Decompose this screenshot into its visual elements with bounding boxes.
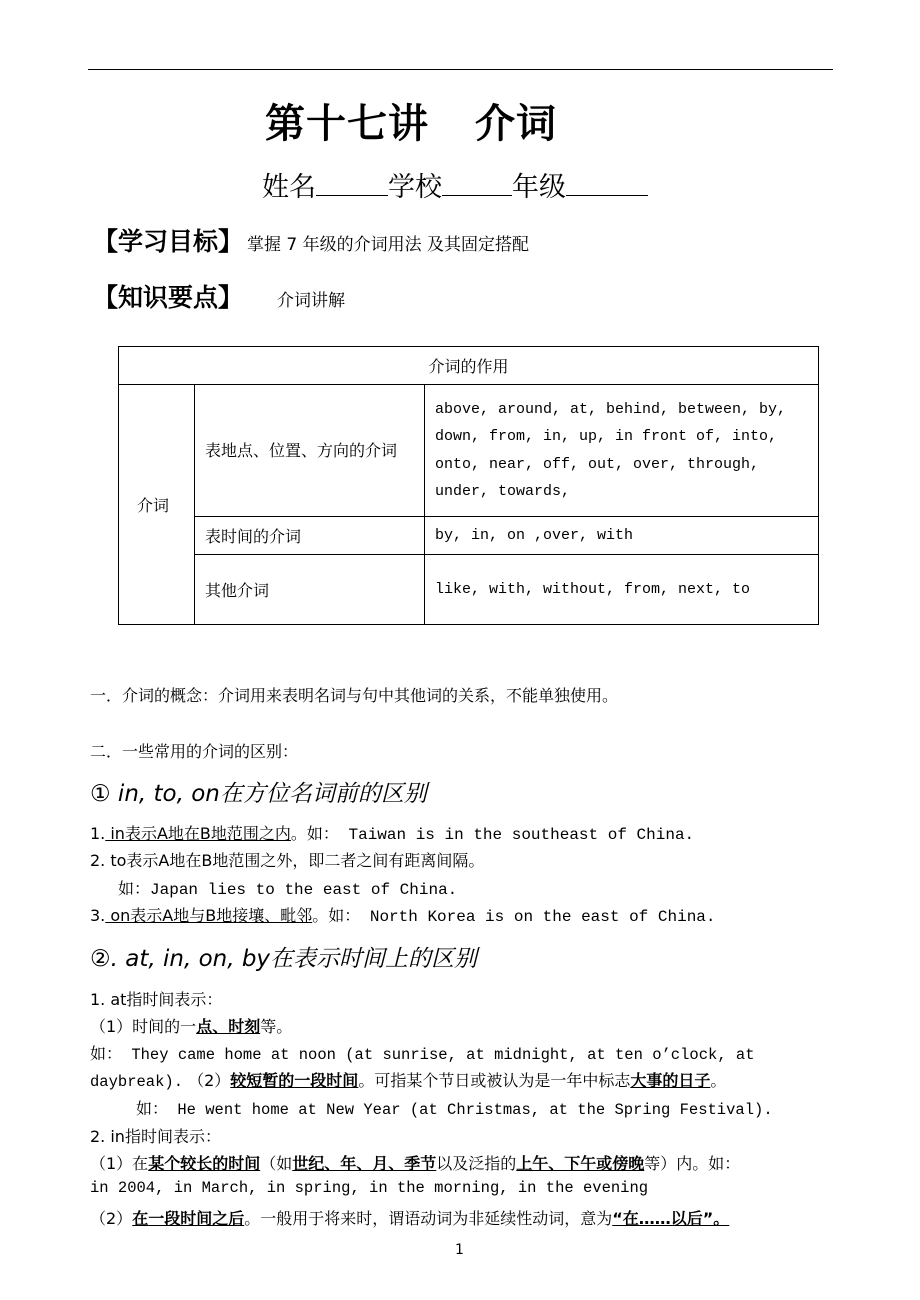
at-title: 1. at指时间表示： (90, 990, 223, 1009)
section-differences: 二．一些常用的介词的区别： (90, 742, 299, 761)
table-category: 介词 (119, 385, 195, 625)
rule-keyword: 世纪、年、月、季节 (292, 1154, 437, 1173)
in-title: 2. in指时间表示： (90, 1127, 221, 1146)
lecture-topic: 介词 (475, 101, 557, 147)
item-number: 2. (90, 851, 111, 870)
rule-on: on表示A地与B地接壤、毗邻 (105, 906, 313, 925)
at-example-2 (136, 1096, 773, 1119)
example-sentence: daybreak). (90, 1073, 184, 1091)
example-label: 。如： (290, 824, 339, 843)
rule-keyword: 较短暂的一段时间 (230, 1071, 359, 1090)
grade-label: 年级 (512, 172, 566, 203)
rule-keyword: 点、时刻 (196, 1017, 261, 1036)
rule-keyword: 上午、下午或傍晚 (516, 1154, 645, 1173)
rule-keyword: 大事的日子 (630, 1071, 711, 1090)
in-rule-1 (90, 1151, 740, 1174)
key-points-text: 介词讲解 (277, 291, 346, 311)
location-item-2-example (118, 876, 457, 899)
rule-text: （1）在 (90, 1154, 149, 1173)
grade-blank[interactable] (566, 169, 648, 196)
preposition-table (118, 346, 819, 625)
goal-label: 【学习目标】 (93, 227, 244, 256)
rule-keyword: “在……以后”。 (612, 1209, 730, 1228)
rule-keyword: 某个较长的时间 (148, 1154, 261, 1173)
rule-in: in表示A地在B地范围之内 (105, 824, 291, 843)
lecture-number: 第十七讲 (265, 101, 429, 147)
rule-text: （1）时间的一 (90, 1017, 197, 1036)
example-sentence: He went home at New Year (at Christmas, at the Spring Festival). (168, 1101, 773, 1119)
goal-text: 掌握 7 年级的介词用法 及其固定搭配 (247, 235, 530, 255)
school-label: 学校 (388, 172, 442, 203)
table-row-words: above, around, at, behind, between, by, down, from, in, up, in front of, into, onto, near, off, out, over, through, under, towards, (425, 385, 819, 517)
rule-text: 等）内。如： (644, 1154, 741, 1173)
rule-keyword: 在一段时间之后 (132, 1209, 245, 1228)
in-example: in 2004, in March, in spring, in the morning, in the evening (90, 1179, 649, 1197)
name-blank[interactable] (316, 169, 388, 196)
key-points (93, 278, 345, 314)
at-example-1 (90, 1041, 755, 1064)
header-rule (88, 69, 833, 70)
table-row-type: 表时间的介词 (195, 517, 425, 555)
example-label: 如： (90, 1044, 123, 1063)
school-blank[interactable] (442, 169, 512, 196)
location-item-3 (90, 903, 716, 926)
page-title (265, 92, 557, 149)
table-row-words: like, with, without, from, next, to (425, 555, 819, 625)
at-rule-2 (90, 1068, 726, 1091)
item-number: 1. (90, 824, 106, 843)
location-item-1 (90, 821, 694, 844)
example-label: 如： (118, 879, 151, 898)
page-number: 1 (455, 1242, 464, 1258)
rule-to: to表示A地在B地范围之外，即二者之间有距离间隔。 (110, 851, 485, 870)
rule-text: （2） (90, 1209, 133, 1228)
key-points-label: 【知识要点】 (93, 283, 244, 312)
heading-location-prepositions: ① in, to, on在方位名词前的区别 (90, 781, 427, 807)
section-concept: 一．介词的概念：介词用来表明名词与句中其他词的关系，不能单独使用。 (90, 686, 619, 705)
example-label: 如： (136, 1099, 169, 1118)
learning-goal (93, 222, 529, 258)
rule-text: 等。 (260, 1017, 293, 1036)
rule-text: （如 (260, 1154, 293, 1173)
student-info-line (262, 165, 648, 204)
table-row-words: by, in, on ,over, with (425, 517, 819, 555)
example-sentence: North Korea is on the east of China. (360, 908, 716, 926)
table-row-type: 表地点、位置、方向的介词 (195, 385, 425, 517)
heading-time-prepositions: ②. at, in, on, by在表示时间上的区别 (90, 946, 478, 972)
table-header: 介词的作用 (119, 347, 819, 385)
rule-text: 以及泛指的 (436, 1154, 517, 1173)
example-sentence: Taiwan is in the southeast of China. (338, 826, 695, 844)
rule-text: 。 (710, 1071, 727, 1090)
rule-text: （2） (183, 1071, 231, 1090)
table-row-type: 其他介词 (195, 555, 425, 625)
item-number: 3. (90, 906, 106, 925)
rule-text: 。可指某个节日或被认为是一年中标志 (358, 1071, 631, 1090)
at-rule-1 (90, 1014, 292, 1037)
example-sentence: Japan lies to the east of China. (150, 881, 458, 899)
name-label: 姓名 (262, 172, 316, 203)
location-item-2 (90, 848, 484, 871)
rule-text: 。一般用于将来时，谓语动词为非延续性动词，意为 (244, 1209, 613, 1228)
example-label: 。如： (312, 906, 361, 925)
in-rule-2 (90, 1206, 729, 1229)
example-sentence: They came home at noon (at sunrise, at midnight, at ten o’clock, at (122, 1046, 755, 1064)
